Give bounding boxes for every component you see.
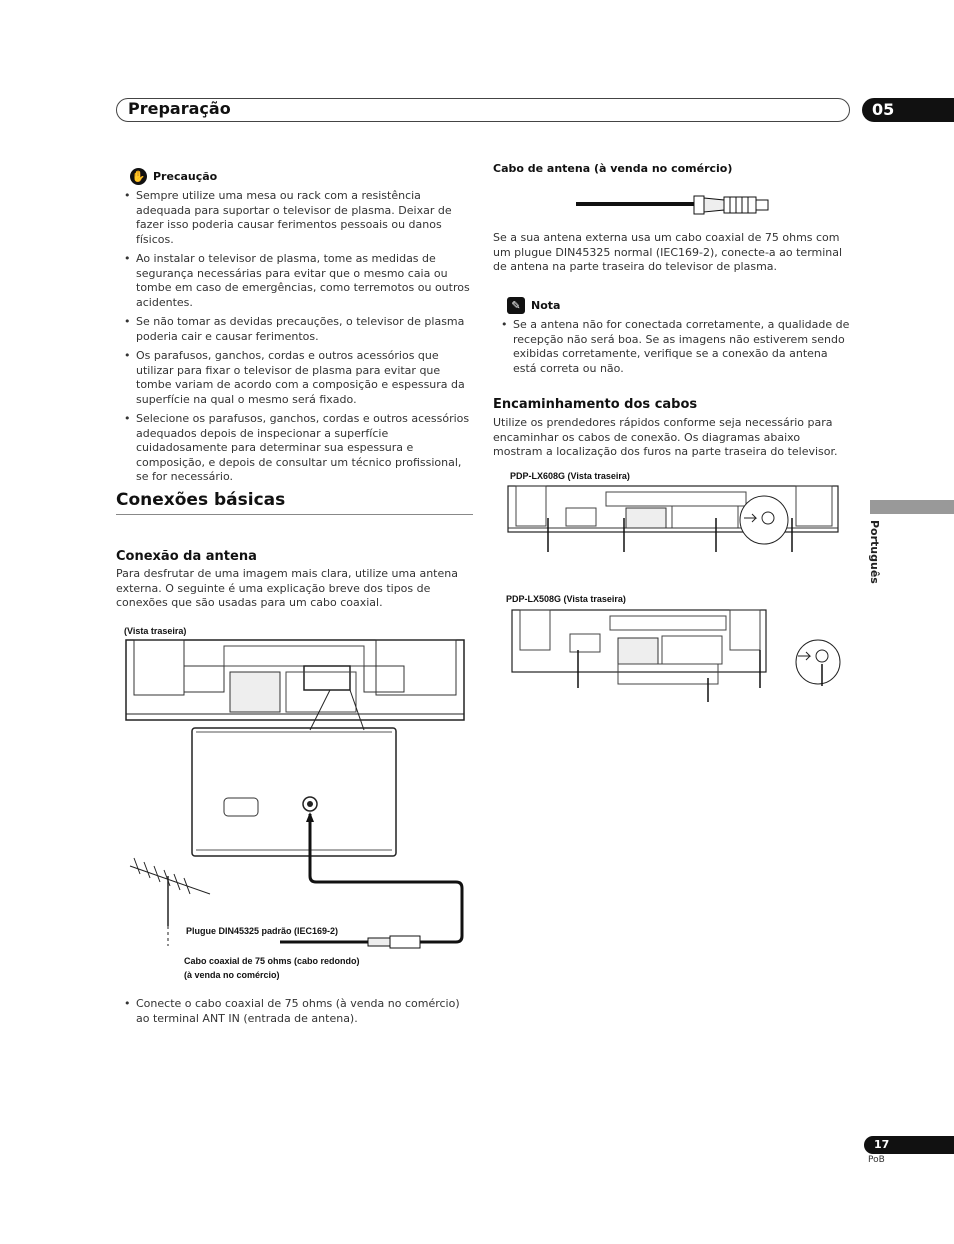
note-list [493, 318, 853, 381]
section-divider [116, 514, 473, 515]
lx608g-rear-diagram [506, 484, 846, 556]
routing-text: Utilize os prendedores rápidos conforme seja necessário para encaminhar os cabos de conexão. Os diagramas abaixo mostram a localização dos furos na parte traseira do televisor. [493, 416, 838, 458]
caution-title: Precaução [153, 170, 218, 183]
list-item: • Os parafusos, ganchos, cordas e outros acessórios que utilizar para fixar o televisor de plasma para evitar que tombe variam de acordo com a composição e espessura da superfície na qual o mesmo será fixado. [116, 349, 476, 407]
caution-heading [130, 166, 217, 185]
page-title: Preparação [128, 99, 231, 118]
list-item: • Ao instalar o televisor de plasma, tome as medidas de segurança necessárias para evitar que o mesmo caia ou tombe em caso de emergências, como terremotos ou outros acidentes. [116, 252, 476, 310]
language-label: Português [868, 520, 881, 584]
list-item: • Sempre utilize uma mesa ou rack com a resistência adequada para suportar o televisor de plasma. Deixar de fazer isso poderia causar ferimentos pessoais ou danos físicos. [116, 189, 476, 247]
list-item: • Conecte o cabo coaxial de 75 ohms (à venda no comércio) ao terminal ANT IN (entrada de antena). [116, 997, 476, 1026]
list-item: • Se não tomar as devidas precauções, o televisor de plasma poderia cair e causar ferimentos. [116, 315, 476, 344]
page-code: PoB [868, 1155, 885, 1165]
antenna-text: Para desfrutar de uma imagem mais clara, utilize uma antena externa. O seguinte é uma explicação breve dos tipos de conexões que são usadas para um cabo coaxial. [116, 567, 458, 609]
antenna-bullet-list [116, 997, 476, 1031]
routing-subtitle: Encaminhamento dos cabos [493, 397, 698, 412]
chapter-number: 05 [862, 98, 954, 122]
pencil-note-icon: ✎ [507, 297, 525, 314]
language-tab [870, 500, 954, 514]
cable-caption-line1: Cabo coaxial de 75 ohms (cabo redondo) [184, 956, 360, 966]
list-item: • Selecione os parafusos, ganchos, cordas e outros acessórios adequados depois de inspecionar a superfície cuidadosamente para determinar sua espessura e composição, e depois de consultar um técnico profissional, se for necessário. [116, 412, 476, 485]
page-number: 17 [864, 1136, 954, 1154]
model1-caption: PDP-LX608G (Vista traseira) [510, 471, 630, 481]
note-heading [507, 295, 560, 314]
list-item: • Se a antena não for conectada corretamente, a qualidade de recepção não será boa. Se as imagens não estiverem sendo exibidas corretamente, verifique se a conexão da antena está correta ou não. [493, 318, 853, 376]
plug-caption: Plugue DIN45325 padrão (IEC169-2) [186, 926, 339, 936]
section-title: Conexões básicas [116, 490, 286, 510]
rear-view-caption: (Vista traseira) [124, 626, 187, 636]
model2-caption: PDP-LX508G (Vista traseira) [506, 594, 626, 604]
caution-list [116, 189, 476, 490]
cable-title: Cabo de antena (à venda no comércio) [493, 162, 733, 175]
antenna-subtitle: Conexão da antena [116, 549, 257, 564]
antenna-cable-illustration [574, 192, 774, 220]
hand-caution-icon: ✋ [131, 170, 146, 183]
note-title: Nota [531, 299, 561, 312]
cable-text: Se a sua antena externa usa um cabo coaxial de 75 ohms com um plugue DIN45325 normal (IEC169-2), conecte-a ao terminal de antena na parte traseira do televisor de plasma. [493, 231, 843, 273]
lx508g-rear-diagram [510, 606, 850, 702]
cable-caption-line2: (à venda no comércio) [184, 970, 280, 980]
